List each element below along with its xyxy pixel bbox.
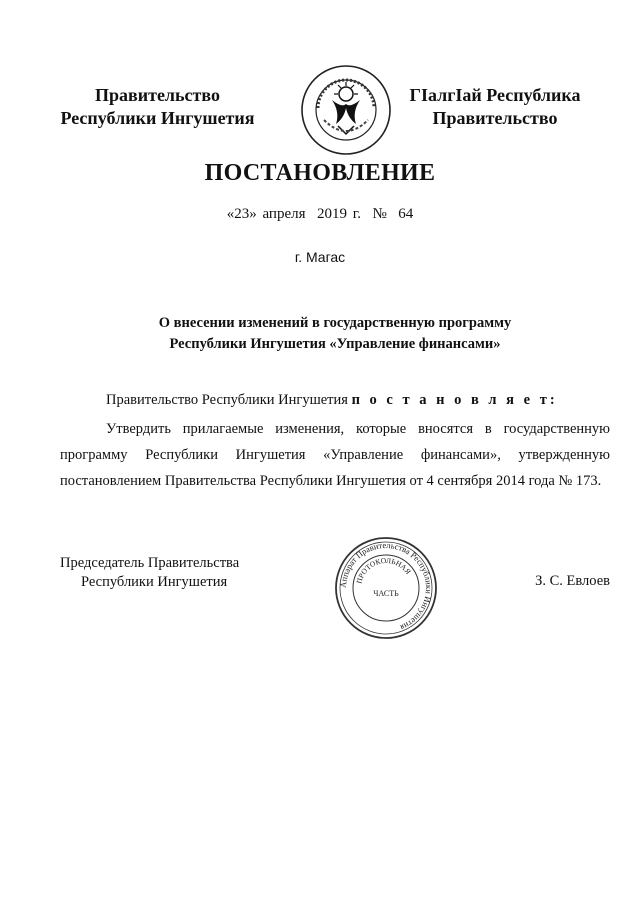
intro-verb: п о с т а н о в л я е т: <box>351 392 558 408</box>
header-right <box>395 84 595 130</box>
official-stamp <box>334 536 438 640</box>
signatory-name: З. С. Евлоев <box>535 573 610 589</box>
document-title: ПОСТАНОВЛЕНИЕ <box>204 160 436 186</box>
document-subject <box>80 313 590 355</box>
header-right-line1: ГIалгIай Республика <box>409 85 581 105</box>
header-left-line2: Республики Ингушетия <box>60 108 255 128</box>
subject-line1: О внесении изменений в государственную программу <box>158 315 512 331</box>
header-left-line1: Правительство <box>95 85 220 105</box>
position-line2: Республики Ингушетия <box>81 574 228 590</box>
header-left <box>40 84 275 130</box>
date-and-number: «23» апреля 2019 г. № 64 <box>226 206 414 222</box>
emblem-icon <box>300 64 392 156</box>
city: г. Магас <box>294 249 346 265</box>
coat-of-arms-emblem <box>300 64 392 156</box>
position-line1: Председатель Правительства <box>60 555 240 571</box>
stamp-center-text: ЧАСТЬ <box>373 589 399 598</box>
intro-paragraph <box>106 392 606 409</box>
subject-line2: Республики Ингушетия «Управление финансами» <box>169 336 501 352</box>
stamp-icon <box>334 536 438 640</box>
stamp-inner-text: ПРОТОКОЛЬНАЯ <box>354 555 413 585</box>
header-right-line2: Правительство <box>432 108 558 128</box>
signatory-position <box>60 554 300 592</box>
body-paragraph: Утвердить прилагаемые изменения, которые вносятся в государственную программу Республики Ингушетия «Управление финансами», утвержденную постановлением Правительства Республики Ингушетия от 4 сентября 2014 года № 173. <box>60 421 610 489</box>
intro-text: Правительство Республики Ингушетия <box>106 392 348 408</box>
stamp-outer-text: Аппарат Правительства Республики Ингушетия <box>337 539 435 634</box>
